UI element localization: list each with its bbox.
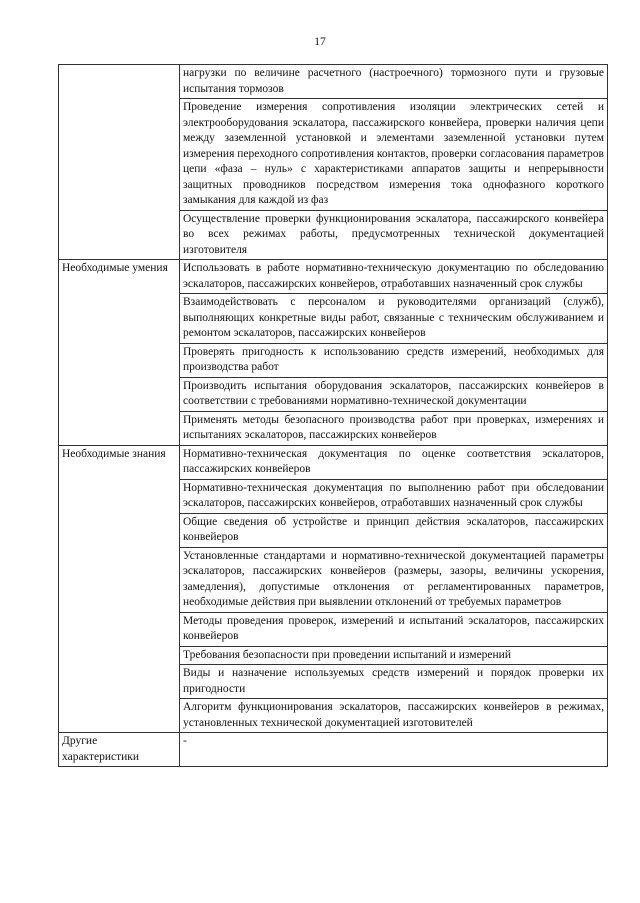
- table-cell: -: [180, 733, 608, 767]
- table-cell: Общие сведения об устройстве и принцип действия эскалаторов, пассажирских конвейеров: [180, 513, 608, 547]
- table-cell: нагрузки по величине расчетного (настроечного) тормозного пути и грузовые испытания тормозов: [180, 65, 608, 99]
- section-header-knowledge: Необходимые знания: [59, 445, 180, 733]
- table-row: [59, 445, 608, 479]
- table-cell: Требования безопасности при проведении испытаний и измерений: [180, 646, 608, 665]
- table-cell: Использовать в работе нормативно-техническую документацию по обследованию эскалаторов, пассажирских конвейеров, отработавших назначенный срок службы: [180, 260, 608, 294]
- table-cell: Нормативно-техническая документация по оценке соответствия эскалаторов, пассажирских конвейеров: [180, 445, 608, 479]
- table-cell: Нормативно-техническая документация по выполнению работ при обследовании эскалаторов, пассажирских конвейеров, отработавших назначенный срок службы: [180, 479, 608, 513]
- table-cell: Применять методы безопасного производства работ при проверках, измерениях и испытаниях эскалаторов, пассажирских конвейеров: [180, 411, 608, 445]
- table-row: [59, 260, 608, 294]
- table-cell: Производить испытания оборудования эскалаторов, пассажирских конвейеров в соответствии с требованиями нормативно-технической документации: [180, 377, 608, 411]
- page-number: 17: [314, 36, 326, 48]
- table-cell: Осуществление проверки функционирования эскалатора, пассажирского конвейера во всех режимах работы, предусмотренных технической документацией изготовителя: [180, 210, 608, 260]
- table-cell: Установленные стандартами и нормативно-технической документацией параметры эскалаторов, пассажирских конвейеров (размеры, зазоры, величины ускорения, замедления), допустимые отклонения от регламентированных параметров, необходимые действия при выявлении отклонений от требуемых параметров: [180, 547, 608, 612]
- section-header: [59, 65, 180, 260]
- table-cell: Алгоритм функционирования эскалаторов, пассажирских конвейеров в режимах, установленных технической документацией изготовителей: [180, 699, 608, 733]
- table-cell: Проверять пригодность к использованию средств измерений, необходимых для производства работ: [180, 343, 608, 377]
- characteristics-table: [58, 64, 608, 767]
- table-cell: Методы проведения проверок, измерений и испытаний эскалаторов, пассажирских конвейеров: [180, 612, 608, 646]
- table-row: [59, 65, 608, 99]
- section-header-skills: Необходимые умения: [59, 260, 180, 446]
- table-cell: Виды и назначение используемых средств измерений и порядок проверки их пригодности: [180, 665, 608, 699]
- table-cell: Взаимодействовать с персоналом и руководителями организаций (служб), выполняющих конкретные виды работ, связанные с техническим обслуживанием и ремонтом эскалаторов, пассажирских конвейеров: [180, 294, 608, 344]
- table-row: [59, 733, 608, 767]
- table-cell: Проведение измерения сопротивления изоляции электрических сетей и электрооборудования эскалатора, пассажирского конвейера, проверки наличия цепи между заземленной установкой и элементами заземленной установки путем измерения переходного сопротивления контактов, проверки согласования параметров цепи «фаза – нуль» с характеристиками аппаратов защиты и непрерывности защитных проводников посредством измерения тока однофазного короткого замыкания для каждой из фаз: [180, 99, 608, 211]
- section-header-other: Другие характеристики: [59, 733, 180, 767]
